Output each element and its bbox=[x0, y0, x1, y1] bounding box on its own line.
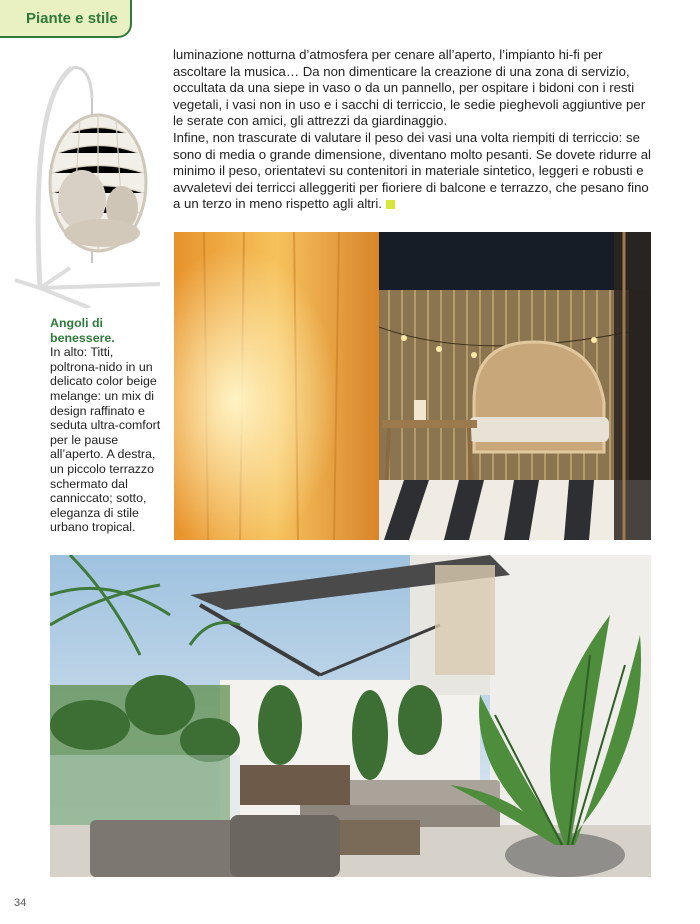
section-tab bbox=[0, 0, 132, 38]
caption-text: In alto: Titti, poltrona-nido in un delicato color beige melange: un mix di design raffinato e seduta ultra-comfort per le pause all’aperto. A destra, un piccolo terrazzo schermato dal canniccato; sotto, eleganza di stile urbano tropical. bbox=[50, 345, 161, 535]
terrace-cane-photo bbox=[174, 232, 651, 540]
article-paragraph: luminazione notturna d’atmosfera per cenare all’aperto, l’impianto hi-fi per ascoltare la musica… Da non dimenticare la creazione di una zona di servizio, occultata da una siepe in vaso o da un pannello, per ospitare i bidoni con i resti vegetali, i vasi non in uso e i sacchi di terriccio, le sedie pieghevoli aggiuntive per le serate con amici, gli attrezzi da giardinaggio. bbox=[173, 47, 646, 129]
article-body bbox=[173, 47, 653, 213]
article-paragraph bbox=[173, 130, 653, 213]
section-label: Piante e stile bbox=[26, 9, 118, 27]
article-paragraph-text: Infine, non trascurate di valutare il peso dei vasi una volta riempiti di terriccio: se sono di media o grande dimensione, diventano molto pesanti. Se dovete ridurre al minimo il peso, orientatevi su contenitori in materiale sintetico, leggeri e robusti e avvaletevi dei terricci alleggeriti per fioriere di balcone e terrazzo, che pesano fino a un terzo in meno rispetto agli altri. bbox=[173, 129, 651, 212]
hanging-egg-chair-image bbox=[10, 58, 170, 308]
caption-title: Angoli di benessere. bbox=[50, 316, 115, 345]
urban-tropical-terrace-photo bbox=[50, 555, 651, 877]
page-number: 34 bbox=[14, 897, 27, 909]
photo-caption bbox=[50, 316, 165, 535]
end-of-article-marker bbox=[386, 200, 395, 209]
